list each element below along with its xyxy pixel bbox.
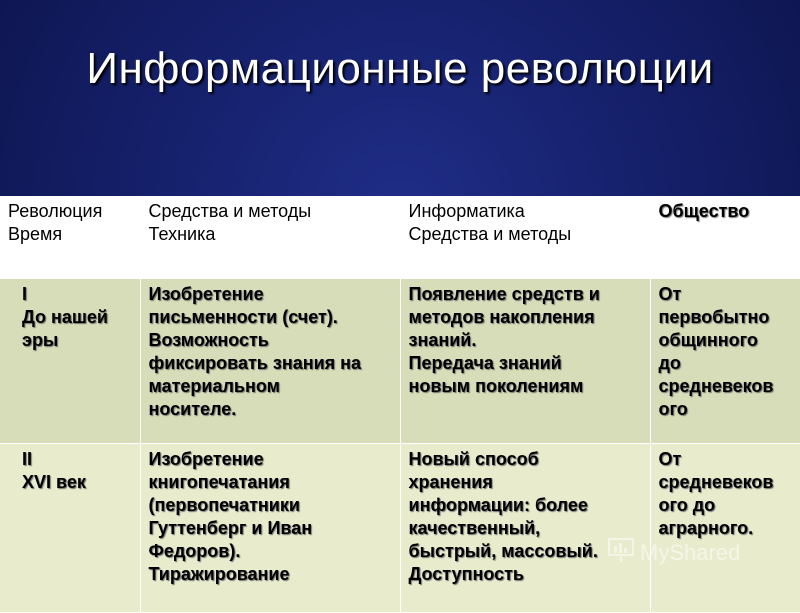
header-means-methods: Средства и методы [148,201,312,221]
presentation-icon [606,536,636,564]
header-society: Общество [658,201,750,221]
table-cell [0,444,140,613]
cell-line: Возможность [148,330,269,350]
cell-line: Федоров). [148,541,241,561]
cell-line: Появление средств и [408,284,600,304]
header-cell [0,196,140,279]
table-row [0,279,800,444]
header-informatics-means: Средства и методы [408,224,572,244]
cell-line: материальном [148,376,280,396]
cell-line: Гуттенберг и Иван [148,518,313,538]
table-cell [140,279,400,444]
cell-line: до [658,353,681,373]
cell-line: средневеков [658,376,774,396]
cell-line: знаний. [408,330,477,350]
cell-line: носителе. [148,399,237,419]
table-cell [650,279,800,444]
cell-line: эры [22,330,59,350]
cell-line: письменности (счет). [148,307,338,327]
cell-line: книгопечатания [148,472,290,492]
cell-line: ого [658,399,688,419]
header-time: Время [8,224,63,244]
cell-line: Передача знаний [408,353,562,373]
cell-line: первобытно [658,307,770,327]
cell-line: аграрного. [658,518,754,538]
cell-line: быстрый, массовый. [408,541,598,561]
cell-line: информации: более [408,495,588,515]
cell-line: средневеков [658,472,774,492]
cell-line: I [22,284,28,304]
table-row [0,444,800,613]
cell-line: фиксировать знания на [148,353,362,373]
cell-line: От [658,449,682,469]
cell-line: Новый способ [408,449,539,469]
table-cell [400,444,650,613]
header-informatics: Информатика [408,201,525,221]
cell-line: (первопечатники [148,495,300,515]
cell-line: хранения [408,472,493,492]
cell-line: Доступность [408,564,524,584]
table-cell [140,444,400,613]
cell-line: Тиражирование [148,564,290,584]
cell-line: До нашей [22,307,109,327]
header-revolution: Революция [8,201,103,221]
table-header-row [0,196,800,279]
cell-line: II [22,449,33,469]
cell-line: Изобретение [148,284,264,304]
table-cell [400,279,650,444]
table-cell [0,279,140,444]
header-technology: Техника [148,224,216,244]
header-cell [400,196,650,279]
cell-line: Изобретение [148,449,264,469]
cell-line: От [658,284,682,304]
header-cell [650,196,800,279]
header-cell [140,196,400,279]
table-cell [650,444,800,613]
watermark-text: MyShared [640,540,741,565]
cell-line: XVI век [22,472,86,492]
cell-line: методов накопления [408,307,595,327]
cell-line: общинного [658,330,758,350]
cell-line: ого до [658,495,716,515]
slide-title: Информационные революции [86,44,714,93]
cell-line: новым поколениям [408,376,584,396]
cell-line: качественный, [408,518,541,538]
watermark-logo [640,540,740,566]
